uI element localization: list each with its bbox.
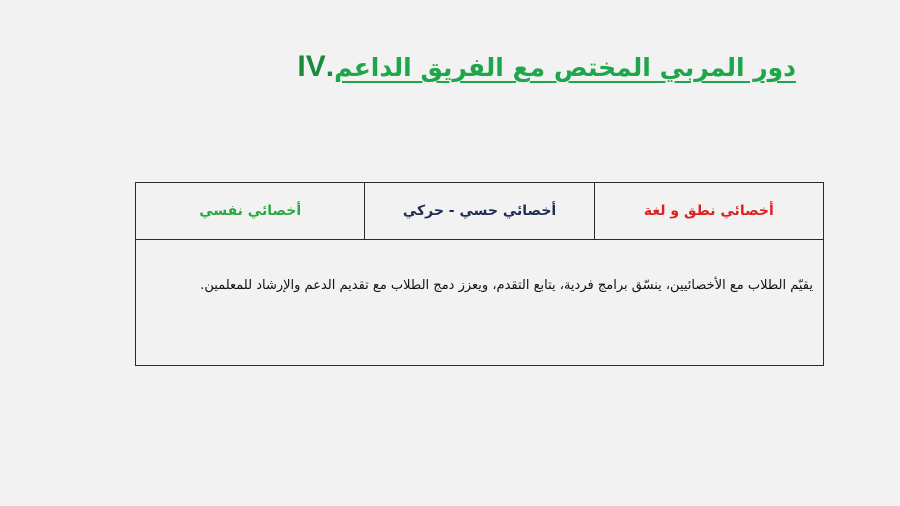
- section-numeral: .IV: [297, 50, 335, 83]
- header-psychologist: أخصائي نفسي: [136, 183, 365, 239]
- header-speech-therapist: أخصائي نطق و لغة: [643, 203, 774, 219]
- table-header-row: [136, 183, 823, 240]
- slide-heading: [274, 50, 840, 84]
- header-sensorimotor-specialist: أخصائي حسي - حركي: [365, 183, 594, 239]
- roles-table: [135, 182, 824, 366]
- table-body-text: يقيّم الطلاب مع الأخصائيين، ينسّق برامج فردية، يتابع التقدم، ويعزز دمج الطلاب مع تقديم الدعم والإرشاد للمعلمين.: [200, 278, 813, 293]
- section-title: دور المربي المختص مع الفريق الداعم: [334, 53, 796, 82]
